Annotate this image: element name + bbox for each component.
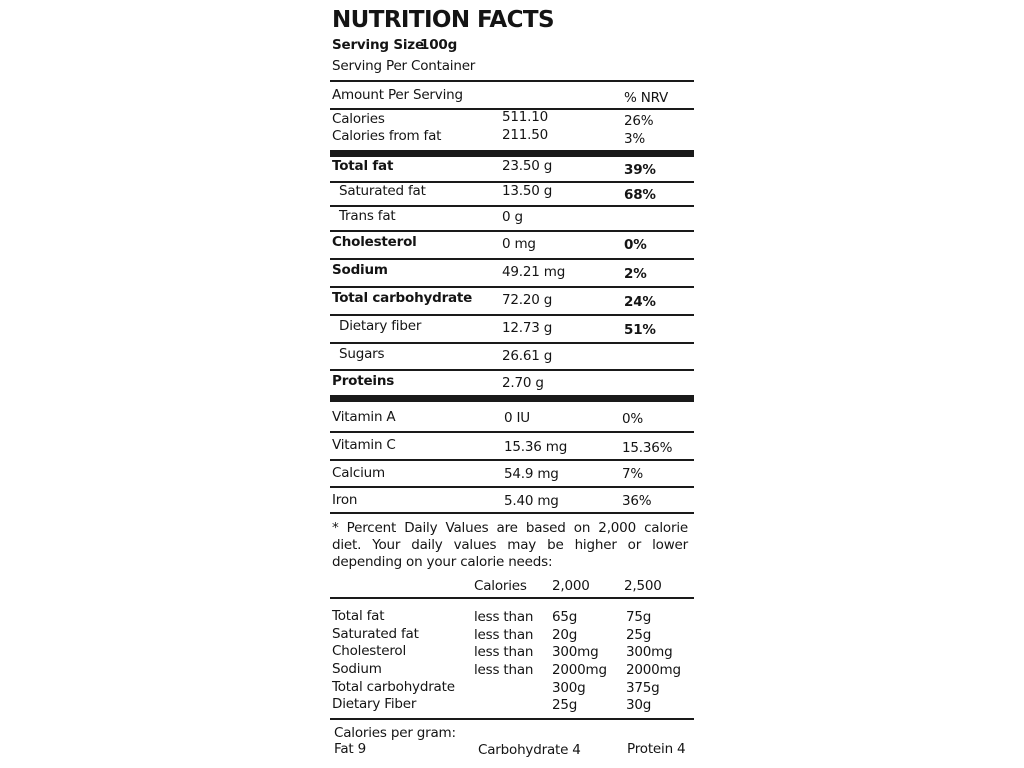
nutrient-label: Proteins bbox=[332, 373, 395, 389]
dv-row-2000: 20g bbox=[552, 627, 578, 643]
footnote: * Percent Daily Values are based on 2,000 calorie diet. Your daily values may be higher or lower depending on your calorie needs: bbox=[332, 520, 688, 570]
nutrient-pct: 39% bbox=[624, 162, 656, 178]
calories-value: 511.10 bbox=[502, 109, 549, 125]
nutrient-value: 0 g bbox=[502, 209, 523, 225]
fat-per-gram: Fat 9 bbox=[334, 741, 366, 757]
vitamin-label: Vitamin C bbox=[332, 437, 396, 453]
nutrient-label: Sugars bbox=[339, 346, 385, 362]
dv-row-qualifier: less than bbox=[474, 627, 534, 643]
nutrient-value: 0 mg bbox=[502, 236, 536, 252]
nutrient-value: 12.73 g bbox=[502, 320, 553, 336]
dv-header-2500: 2,500 bbox=[624, 578, 662, 594]
dv-row-label: Cholesterol bbox=[332, 643, 406, 659]
nutrient-value: 72.20 g bbox=[502, 292, 553, 308]
nutrient-pct: 24% bbox=[624, 294, 656, 310]
nutrient-label: Total carbohydrate bbox=[332, 290, 473, 306]
nutrient-value: 49.21 mg bbox=[502, 264, 566, 280]
calories-pct: 26% bbox=[624, 113, 654, 129]
dv-row-2000: 2000mg bbox=[552, 662, 607, 678]
thick-divider bbox=[330, 150, 694, 157]
divider bbox=[330, 205, 694, 207]
divider bbox=[330, 512, 694, 514]
dv-row-2000: 65g bbox=[552, 609, 578, 625]
nutrient-value: 2.70 g bbox=[502, 375, 544, 391]
amount-per-serving: Amount Per Serving bbox=[332, 87, 463, 103]
nutrient-pct: 51% bbox=[624, 322, 656, 338]
dv-row-2500: 375g bbox=[626, 680, 660, 696]
protein-per-gram: Protein 4 bbox=[627, 741, 686, 757]
calories-per-gram-label: Calories per gram: bbox=[334, 725, 456, 741]
nutrient-value: 23.50 g bbox=[502, 158, 553, 174]
dv-row-2500: 30g bbox=[626, 697, 652, 713]
nutrient-label: Total fat bbox=[332, 158, 394, 174]
vitamin-value: 54.9 mg bbox=[504, 466, 559, 482]
vitamin-label: Iron bbox=[332, 492, 358, 508]
divider bbox=[330, 459, 694, 461]
divider bbox=[330, 597, 694, 599]
divider bbox=[330, 286, 694, 288]
dv-row-2500: 75g bbox=[626, 609, 652, 625]
vitamin-value: 15.36 mg bbox=[504, 439, 568, 455]
divider bbox=[330, 369, 694, 371]
nutrient-label: Cholesterol bbox=[332, 234, 417, 250]
dv-row-2500: 300mg bbox=[626, 644, 673, 660]
vitamin-pct: 0% bbox=[622, 411, 644, 427]
divider bbox=[330, 230, 694, 232]
dv-header-2000: 2,000 bbox=[552, 578, 590, 594]
vitamin-pct: 7% bbox=[622, 466, 644, 482]
nutrient-pct: 68% bbox=[624, 187, 656, 203]
divider bbox=[330, 80, 694, 82]
dv-row-2000: 25g bbox=[552, 697, 578, 713]
serving-size-label: Serving Size bbox=[332, 37, 424, 53]
divider bbox=[330, 342, 694, 344]
calories-from-fat-label: Calories from fat bbox=[332, 128, 442, 144]
dv-row-2000: 300mg bbox=[552, 644, 599, 660]
dv-row-label: Sodium bbox=[332, 661, 382, 677]
vitamin-label: Calcium bbox=[332, 465, 385, 481]
vitamin-pct: 36% bbox=[622, 493, 652, 509]
dv-row-label: Dietary Fiber bbox=[332, 696, 417, 712]
nutrient-label: Trans fat bbox=[339, 208, 396, 224]
nutrient-value: 13.50 g bbox=[502, 183, 553, 199]
vitamin-value: 0 IU bbox=[504, 410, 530, 426]
nutrient-pct: 2% bbox=[624, 266, 647, 282]
dv-row-qualifier: less than bbox=[474, 609, 534, 625]
dv-row-qualifier: less than bbox=[474, 662, 534, 678]
dv-row-label: Saturated fat bbox=[332, 626, 419, 642]
dv-row-2500: 2000mg bbox=[626, 662, 681, 678]
divider bbox=[330, 314, 694, 316]
serving-size-value: 100g bbox=[420, 37, 458, 53]
divider bbox=[330, 258, 694, 260]
servings-per-container: Serving Per Container bbox=[332, 58, 476, 74]
vitamin-value: 5.40 mg bbox=[504, 493, 559, 509]
nutrient-label: Dietary fiber bbox=[339, 318, 422, 334]
calories-from-fat-value: 211.50 bbox=[502, 127, 549, 143]
dv-row-label: Total fat bbox=[332, 608, 385, 624]
nutrient-pct: 0% bbox=[624, 237, 647, 253]
calories-label: Calories bbox=[332, 111, 385, 127]
label-title: NUTRITION FACTS bbox=[332, 7, 554, 33]
divider bbox=[330, 486, 694, 488]
nutrient-label: Sodium bbox=[332, 262, 388, 278]
nutrient-value: 26.61 g bbox=[502, 348, 553, 364]
nrv-header: % NRV bbox=[624, 90, 669, 106]
nutrient-label: Saturated fat bbox=[339, 183, 426, 199]
carbohydrate-per-gram: Carbohydrate 4 bbox=[478, 742, 581, 758]
dv-row-qualifier: less than bbox=[474, 644, 534, 660]
dv-row-2000: 300g bbox=[552, 680, 586, 696]
divider bbox=[330, 718, 694, 720]
dv-header-calories: Calories bbox=[474, 578, 527, 594]
nutrition-facts-label bbox=[330, 0, 696, 768]
thick-divider bbox=[330, 395, 694, 402]
vitamin-label: Vitamin A bbox=[332, 409, 396, 425]
calories-from-fat-pct: 3% bbox=[624, 131, 646, 147]
dv-row-label: Total carbohydrate bbox=[332, 679, 455, 695]
vitamin-pct: 15.36% bbox=[622, 440, 673, 456]
dv-row-2500: 25g bbox=[626, 627, 652, 643]
divider bbox=[330, 431, 694, 433]
